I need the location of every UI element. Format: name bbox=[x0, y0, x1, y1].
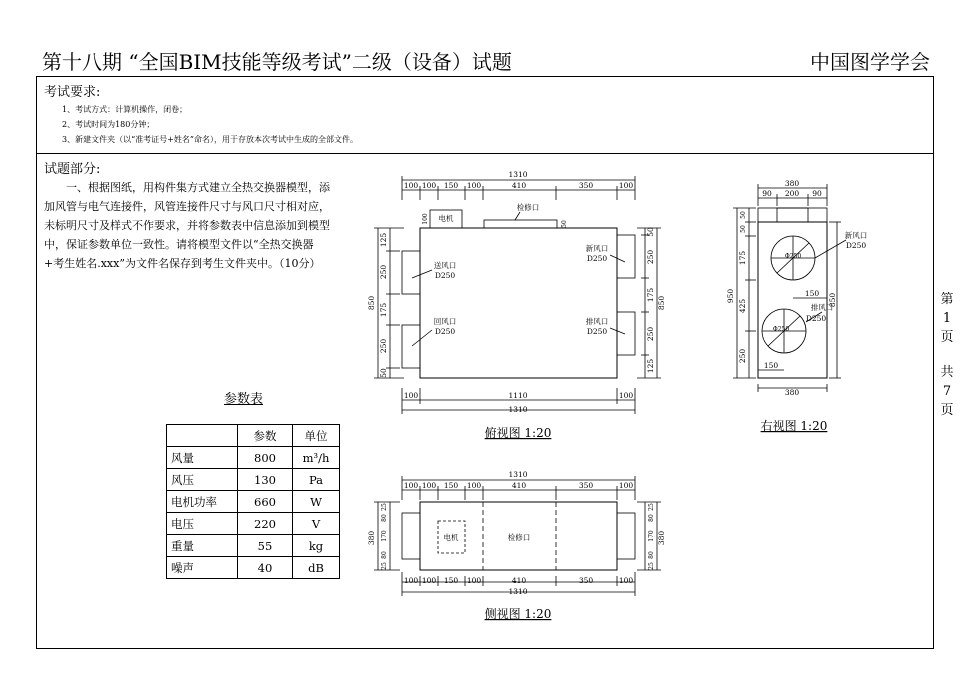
question-text: 一、根据图纸，用构件集方式建立全热交换器模型，添加风管与电气连接件，风管连接件尺寸与风口尺寸相对应，未标明尺寸及样式不作要求，并将参数表中信息添加到模型中，保证参数单位一致性。请将模型文件以“全热交换器+考生姓名.xxx”为文件名保存到考生文件夹中。（10分） bbox=[44, 181, 330, 270]
param-value: 660 bbox=[238, 491, 293, 513]
table-header-cell: 单位 bbox=[293, 425, 340, 447]
dimension-label: 350 bbox=[578, 576, 594, 585]
param-unit: m³/h bbox=[293, 447, 340, 469]
dimension-label: 410 bbox=[511, 481, 527, 490]
page-char: 页 bbox=[940, 403, 954, 418]
dimension-label: 200 bbox=[784, 189, 800, 198]
dimension-label: 175 bbox=[646, 287, 655, 303]
supply-port-label: 送风口 bbox=[433, 261, 457, 270]
dimension-label: 250 bbox=[379, 264, 388, 280]
dimension-label: 100 bbox=[403, 181, 419, 190]
dimension-label: 100 bbox=[403, 576, 419, 585]
dimension-label: 380 bbox=[784, 388, 800, 397]
return-port-label: 回风口 bbox=[433, 317, 457, 326]
dimension-label: 850 bbox=[657, 295, 666, 311]
param-unit: W bbox=[293, 491, 340, 513]
dimension-label: 50 bbox=[561, 220, 568, 228]
diameter-label: D250 bbox=[586, 327, 608, 336]
dimension-label: 100 bbox=[466, 481, 482, 490]
page-number: 1 bbox=[942, 311, 952, 326]
top-view-caption: 俯视图 1:20 bbox=[484, 426, 552, 440]
dimension-label: 125 bbox=[379, 232, 388, 248]
param-name: 电压 bbox=[167, 513, 238, 535]
dimension-label: 1310 bbox=[508, 470, 528, 479]
dimension-label: 380 bbox=[367, 530, 376, 546]
dimension-label: 25 bbox=[648, 562, 655, 570]
diameter-label: Φ250 bbox=[772, 326, 790, 333]
exhaust-port-label: 排风口 bbox=[810, 303, 834, 312]
dimension-label: 100 bbox=[618, 181, 634, 190]
diameter-label: Φ250 bbox=[784, 253, 802, 260]
page-char: 页 bbox=[940, 330, 954, 345]
exhaust-port-label: 排风口 bbox=[585, 317, 609, 326]
dimension-label: 150 bbox=[443, 576, 459, 585]
dimension-label: 170 bbox=[381, 530, 388, 542]
dimension-label: 100 bbox=[618, 391, 634, 400]
dimension-label: 125 bbox=[646, 358, 655, 374]
fresh-port-label: 新风口 bbox=[844, 231, 868, 240]
dimension-label: 350 bbox=[578, 481, 594, 490]
dimension-label: 100 bbox=[466, 181, 482, 190]
dimension-label: 250 bbox=[646, 326, 655, 342]
dimension-label: 175 bbox=[738, 250, 747, 266]
param-unit: dB bbox=[293, 557, 340, 579]
dimension-label: 1310 bbox=[508, 170, 528, 179]
dimension-label: 50 bbox=[740, 225, 747, 233]
dimension-label: 80 bbox=[648, 514, 655, 522]
page-total: 7 bbox=[942, 384, 952, 399]
dimension-label: 50 bbox=[740, 211, 747, 219]
dimension-label: 25 bbox=[381, 503, 388, 511]
dimension-label: 1110 bbox=[508, 391, 528, 400]
requirement-item: 2、考试时间为180分钟； bbox=[62, 120, 155, 129]
access-port-label: 检修口 bbox=[516, 203, 540, 212]
dimension-label: 425 bbox=[738, 298, 747, 314]
dimension-label: 100 bbox=[421, 181, 437, 190]
dimension-label: 90 bbox=[812, 189, 822, 198]
dimension-label: 80 bbox=[648, 551, 655, 559]
dimension-label: 100 bbox=[403, 391, 419, 400]
table-header-cell: 参数 bbox=[238, 425, 293, 447]
dimension-label: 150 bbox=[763, 361, 779, 370]
dimension-label: 100 bbox=[421, 576, 437, 585]
dimension-label: 150 bbox=[443, 181, 459, 190]
dimension-label: 1310 bbox=[508, 587, 528, 596]
dimension-label: 250 bbox=[738, 348, 747, 364]
question-section-title: 试题部分: bbox=[44, 162, 101, 177]
dimension-label: 950 bbox=[726, 288, 735, 304]
dimension-label: 25 bbox=[648, 503, 655, 511]
dimension-label: 50 bbox=[646, 227, 655, 237]
page-char: 第 bbox=[940, 292, 954, 307]
side-view-caption: 侧视图 1:20 bbox=[484, 607, 552, 621]
dimension-label: 410 bbox=[511, 576, 527, 585]
exam-title: 第十八期 “全国BIM技能等级考试”二级（设备）试题 bbox=[42, 50, 512, 74]
dimension-label: 100 bbox=[618, 481, 634, 490]
dimension-label: 380 bbox=[657, 530, 666, 546]
dimension-label: 80 bbox=[381, 514, 388, 522]
dimension-label: 170 bbox=[648, 530, 655, 542]
dimension-label: 850 bbox=[367, 295, 376, 311]
dimension-label: 100 bbox=[421, 481, 437, 490]
fresh-port-label: 新风口 bbox=[585, 244, 609, 253]
motor-label: 电机 bbox=[443, 533, 459, 542]
requirement-item: 3、新建文件夹（以“准考证号+姓名”命名），用于存放本次考试中生成的全部文件。 bbox=[62, 135, 358, 144]
param-name: 风压 bbox=[167, 469, 238, 491]
param-unit: V bbox=[293, 513, 340, 535]
motor-label: 电机 bbox=[438, 214, 454, 223]
dimension-label: 80 bbox=[381, 551, 388, 559]
dimension-label: 410 bbox=[511, 181, 527, 190]
dimension-label: 175 bbox=[379, 302, 388, 318]
right-view bbox=[733, 184, 846, 392]
diameter-label: D250 bbox=[805, 314, 827, 323]
access-port-label: 检修口 bbox=[507, 533, 531, 542]
dimension-label: 1310 bbox=[508, 405, 528, 414]
diameter-label: D250 bbox=[586, 254, 608, 263]
dimension-label: 50 bbox=[379, 368, 388, 378]
diameter-label: D250 bbox=[845, 241, 867, 250]
right-view-caption: 右视图 1:20 bbox=[760, 419, 828, 433]
dimension-label: 250 bbox=[646, 249, 655, 265]
param-name: 重量 bbox=[167, 535, 238, 557]
dimension-label: 25 bbox=[381, 562, 388, 570]
param-unit: kg bbox=[293, 535, 340, 557]
param-name: 噪声 bbox=[167, 557, 238, 579]
dimension-label: 380 bbox=[784, 179, 800, 188]
param-value: 55 bbox=[238, 535, 293, 557]
param-table-title: 参数表 bbox=[224, 392, 264, 407]
organization-name: 中国图学学会 bbox=[810, 50, 930, 74]
page-char: 共 bbox=[940, 365, 954, 380]
param-value: 130 bbox=[238, 469, 293, 491]
dimension-label: 100 bbox=[466, 576, 482, 585]
param-name: 风量 bbox=[167, 447, 238, 469]
requirements-title: 考试要求: bbox=[44, 85, 101, 100]
param-value: 800 bbox=[238, 447, 293, 469]
diameter-label: D250 bbox=[434, 327, 456, 336]
requirement-item: 1、考试方式：计算机操作，闭卷； bbox=[62, 105, 188, 114]
dimension-label: 100 bbox=[618, 576, 634, 585]
param-value: 220 bbox=[238, 513, 293, 535]
diameter-label: D250 bbox=[434, 271, 456, 280]
param-value: 40 bbox=[238, 557, 293, 579]
dimension-label: 350 bbox=[578, 181, 594, 190]
dimension-label: 100 bbox=[422, 213, 429, 225]
dimension-label: 90 bbox=[762, 189, 772, 198]
param-name: 电机功率 bbox=[167, 491, 238, 513]
dimension-label: 100 bbox=[403, 481, 419, 490]
dimension-label: 250 bbox=[379, 338, 388, 354]
param-unit: Pa bbox=[293, 469, 340, 491]
dimension-label: 150 bbox=[443, 481, 459, 490]
dimension-label: 150 bbox=[804, 289, 820, 298]
dimension-label: 850 bbox=[828, 292, 837, 308]
